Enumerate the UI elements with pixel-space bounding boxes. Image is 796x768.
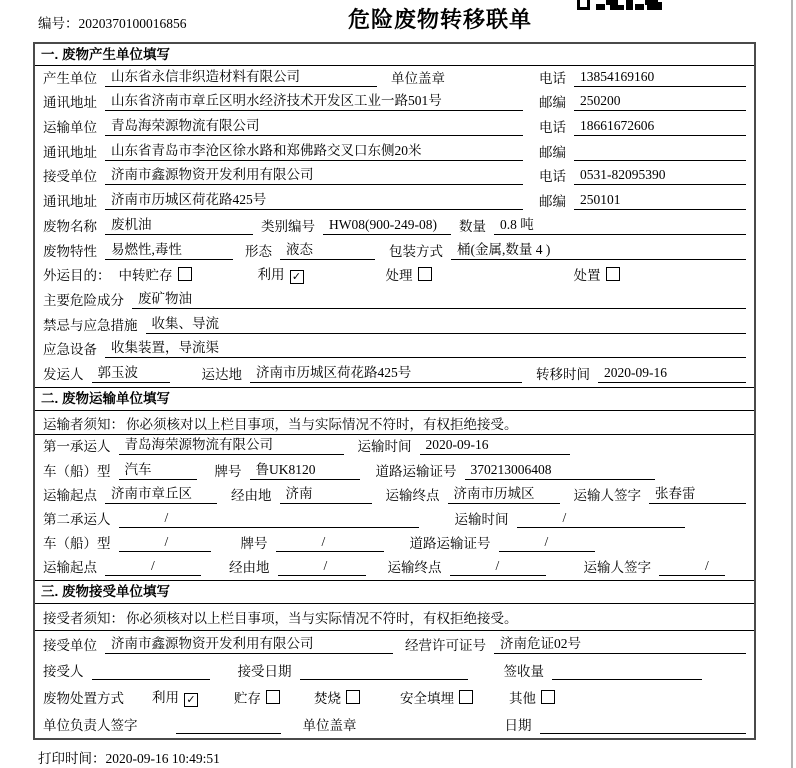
serial-label: 编号： bbox=[38, 16, 79, 31]
serial-value: 2020370100016856 bbox=[78, 16, 187, 31]
main-hazard-value: 废矿物油 bbox=[132, 287, 746, 309]
row-shipper bbox=[35, 362, 754, 387]
disposal-option-other: 其他 bbox=[509, 687, 555, 707]
transport-address-value: 山东省青岛市李沧区徐水路和郑佛路交叉口东侧20米 bbox=[105, 139, 523, 161]
row-route2 bbox=[35, 556, 754, 580]
receiver-notice bbox=[35, 604, 754, 631]
row-receive-unit bbox=[35, 631, 754, 658]
disposal-incinerate-checkbox bbox=[346, 690, 360, 704]
vehicle1-label: 车（船）型 bbox=[43, 463, 111, 479]
disposal-option-landfill: 安全填埋 bbox=[400, 687, 473, 707]
receiver-unit-value: 济南市鑫源物资开发利用有限公司 bbox=[105, 163, 523, 185]
date-value bbox=[540, 718, 747, 734]
receiver-address-value: 济南市历城区荷花路425号 bbox=[105, 188, 523, 210]
producer-address-value: 山东省济南市章丘区明水经济技术开发区工业一路501号 bbox=[105, 89, 523, 111]
emergency-equipment-value: 收集装置，导流渠 bbox=[105, 336, 746, 358]
taboo-measures-label: 禁忌与应急措施 bbox=[43, 317, 138, 333]
page-title: 危险废物转移联单 bbox=[347, 7, 532, 32]
receiver-unit-label: 接受单位 bbox=[43, 169, 97, 185]
transport-unit-value: 青岛海荣源物流有限公司 bbox=[105, 114, 523, 136]
form-value: 液态 bbox=[280, 238, 375, 260]
row-second-carrier bbox=[35, 508, 754, 532]
permit-label: 经营许可证号 bbox=[405, 637, 486, 653]
main-hazard-label: 主要危险成分 bbox=[43, 292, 124, 308]
transport-phone-label: 电话 bbox=[539, 120, 566, 136]
transfer-time-value: 2020-09-16 bbox=[598, 365, 746, 383]
receiver-zip-label: 邮编 bbox=[539, 194, 566, 210]
receiver-unit-seal-label: 单位盖章 bbox=[302, 717, 357, 733]
received-qty-value bbox=[552, 664, 702, 680]
received-qty-label: 签收量 bbox=[503, 664, 544, 680]
first-carrier-label: 第一承运人 bbox=[43, 439, 111, 455]
category-code-value: HW08(900-249-08) bbox=[323, 217, 451, 235]
terminus2-value: / bbox=[450, 558, 546, 576]
packing-label: 包装方式 bbox=[389, 243, 443, 259]
via1-label: 经由地 bbox=[231, 487, 272, 503]
origin1-label: 运输起点 bbox=[43, 487, 97, 503]
row-route1 bbox=[35, 484, 754, 508]
row-receiver-unit bbox=[35, 165, 754, 190]
plate2-value: / bbox=[276, 534, 384, 552]
second-carrier-label: 第二承运人 bbox=[43, 511, 111, 527]
plate2-label: 牌号 bbox=[240, 536, 268, 552]
purpose-option-utilize: 利用 ✓ bbox=[258, 263, 304, 284]
origin2-label: 运输起点 bbox=[43, 560, 97, 576]
producer-phone-value: 13854169160 bbox=[574, 69, 746, 87]
row-waste-traits bbox=[35, 239, 754, 264]
receive-unit-label: 接受单位 bbox=[43, 637, 97, 653]
plate1-value: 鲁UK8120 bbox=[250, 458, 360, 480]
section2-header: 二. 废物运输单位填写 bbox=[35, 387, 754, 411]
transport-unit-label: 运输单位 bbox=[43, 120, 97, 136]
transport-zip-value bbox=[574, 145, 746, 161]
row-producer-address bbox=[35, 91, 754, 116]
unit-seal-label: 单位盖章 bbox=[391, 70, 445, 86]
transport-address-label: 通讯地址 bbox=[43, 144, 97, 160]
producer-zip-value: 250200 bbox=[574, 93, 746, 111]
road-cert1-value: 370213006408 bbox=[465, 462, 655, 480]
quantity-label: 数量 bbox=[459, 218, 486, 234]
row-vehicle2 bbox=[35, 532, 754, 556]
purpose-label: 外运目的： bbox=[43, 268, 111, 284]
taboo-measures-value: 收集、导流 bbox=[146, 312, 747, 334]
row-vehicle1 bbox=[35, 459, 754, 483]
row-receive-person bbox=[35, 658, 754, 685]
transfer-time-label: 转移时间 bbox=[536, 366, 590, 382]
receiver-phone-label: 电话 bbox=[539, 169, 566, 185]
receive-date-label: 接受日期 bbox=[237, 664, 292, 680]
receiver-address-label: 通讯地址 bbox=[43, 194, 97, 210]
via2-label: 经由地 bbox=[229, 560, 270, 576]
vehicle2-value: / bbox=[119, 534, 211, 552]
disposal-option-incinerate: 焚烧 bbox=[314, 687, 360, 707]
receive-person-label: 接受人 bbox=[43, 664, 84, 680]
transfer-storage-checkbox bbox=[178, 267, 192, 281]
vehicle2-label: 车（船）型 bbox=[43, 536, 111, 552]
purpose-option-transfer-storage: 中转贮存 bbox=[119, 264, 192, 284]
shipper-value: 郭玉波 bbox=[92, 361, 170, 383]
origin1-value: 济南市章丘区 bbox=[105, 482, 217, 504]
via1-value: 济南 bbox=[280, 482, 372, 504]
waste-traits-value: 易燃性,毒性 bbox=[105, 238, 233, 260]
category-code-label: 类别编号 bbox=[261, 218, 315, 234]
receiver-notice-label: 接受者须知： bbox=[43, 611, 124, 627]
waste-name-label: 废物名称 bbox=[43, 218, 97, 234]
row-waste-name bbox=[35, 214, 754, 239]
row-responsible-signature bbox=[35, 711, 754, 738]
disposal-utilize-checkbox: ✓ bbox=[184, 693, 198, 707]
destination-value: 济南市历城区荷花路425号 bbox=[250, 361, 522, 383]
transport-notice-text: 你必须核对以上栏目事项，当与实际情况不符时，有权拒绝接受。 bbox=[126, 416, 518, 432]
receiver-notice-text: 你必须核对以上栏目事项，当与实际情况不符时，有权拒绝接受。 bbox=[126, 611, 518, 627]
manifest-form bbox=[33, 42, 756, 740]
row-first-carrier bbox=[35, 435, 754, 459]
permit-value: 济南危证02号 bbox=[494, 632, 746, 654]
row-purpose bbox=[35, 264, 754, 289]
print-time-line bbox=[38, 747, 220, 767]
page-edge-divider bbox=[791, 0, 793, 768]
signer1-value: 张春雷 bbox=[649, 482, 746, 504]
road-cert1-label: 道路运输证号 bbox=[375, 463, 457, 479]
destination-label: 运达地 bbox=[201, 366, 242, 382]
waste-name-value: 废机油 bbox=[105, 213, 253, 235]
purpose-option-treat: 处理 bbox=[386, 264, 432, 284]
receive-date-value bbox=[300, 664, 468, 680]
via2-value: / bbox=[278, 558, 366, 576]
disposal-landfill-checkbox bbox=[459, 690, 473, 704]
print-time-value: 2020-09-16 10:49:51 bbox=[105, 751, 220, 766]
row-receiver-address bbox=[35, 189, 754, 214]
receiver-phone-value: 0531-82095390 bbox=[574, 167, 746, 185]
signer1-label: 运输人签字 bbox=[573, 487, 641, 503]
receive-person-value bbox=[92, 664, 210, 680]
plate1-label: 牌号 bbox=[214, 463, 242, 479]
row-disposal-method bbox=[35, 684, 754, 711]
producer-zip-label: 邮编 bbox=[539, 95, 566, 111]
transport-zip-label: 邮编 bbox=[539, 144, 566, 160]
section1-header: 一. 废物产生单位填写 bbox=[35, 44, 754, 66]
section3-header: 三. 废物接受单位填写 bbox=[35, 580, 754, 604]
producer-unit-value: 山东省永信非织造材料有限公司 bbox=[105, 65, 377, 87]
shipper-label: 发运人 bbox=[43, 366, 84, 382]
transport-time2-label: 运输时间 bbox=[454, 511, 509, 527]
disposal-other-checkbox bbox=[541, 690, 555, 704]
section-transport bbox=[35, 387, 754, 580]
disposal-option-store: 贮存 bbox=[234, 687, 280, 707]
row-main-hazard bbox=[35, 288, 754, 313]
transport-time1-value: 2020-09-16 bbox=[420, 437, 570, 455]
responsible-sign-value bbox=[176, 718, 281, 734]
producer-address-label: 通讯地址 bbox=[43, 95, 97, 111]
packing-value: 桶(金属,数量 4 ) bbox=[451, 238, 746, 260]
row-emergency-equipment bbox=[35, 338, 754, 363]
responsible-sign-label: 单位负责人签字 bbox=[43, 717, 138, 733]
row-transport-address bbox=[35, 140, 754, 165]
treat-checkbox bbox=[418, 267, 432, 281]
row-producer-unit bbox=[35, 66, 754, 91]
transport-notice-label: 运输者须知： bbox=[43, 416, 124, 432]
form-label: 形态 bbox=[245, 243, 272, 259]
vehicle1-value: 汽车 bbox=[119, 458, 197, 480]
purpose-option-dispose: 处置 bbox=[574, 264, 620, 284]
transport-time2-value: / bbox=[517, 510, 685, 528]
origin2-value: / bbox=[105, 558, 201, 576]
print-time-label: 打印时间： bbox=[38, 751, 106, 766]
producer-phone-label: 电话 bbox=[539, 70, 566, 86]
transport-notice bbox=[35, 411, 754, 435]
disposal-method-label: 废物处置方式 bbox=[43, 691, 124, 706]
terminus2-label: 运输终点 bbox=[387, 560, 442, 576]
first-carrier-value: 青岛海荣源物流有限公司 bbox=[119, 433, 344, 455]
transport-phone-value: 18661672606 bbox=[574, 118, 746, 136]
terminus1-label: 运输终点 bbox=[385, 487, 440, 503]
road-cert2-label: 道路运输证号 bbox=[409, 536, 491, 552]
receive-unit-value: 济南市鑫源物资开发利用有限公司 bbox=[105, 632, 393, 654]
disposal-option-utilize: 利用 ✓ bbox=[152, 686, 198, 707]
road-cert2-value: / bbox=[499, 534, 595, 552]
quantity-value: 0.8 吨 bbox=[494, 213, 746, 235]
row-transport-unit bbox=[35, 115, 754, 140]
signer2-value: / bbox=[659, 558, 725, 576]
dispose-checkbox bbox=[606, 267, 620, 281]
section-receiver bbox=[35, 580, 754, 737]
transport-time1-label: 运输时间 bbox=[357, 439, 412, 455]
row-taboo-measures bbox=[35, 313, 754, 338]
emergency-equipment-label: 应急设备 bbox=[43, 342, 97, 358]
second-carrier-value: / bbox=[119, 510, 419, 528]
disposal-store-checkbox bbox=[266, 690, 280, 704]
producer-unit-label: 产生单位 bbox=[43, 70, 97, 86]
section-producer bbox=[35, 44, 754, 387]
terminus1-value: 济南市历城区 bbox=[448, 482, 560, 504]
signer2-label: 运输人签字 bbox=[583, 560, 651, 576]
date-label: 日期 bbox=[504, 717, 532, 733]
waste-traits-label: 废物特性 bbox=[43, 243, 97, 259]
receiver-zip-value: 250101 bbox=[574, 192, 746, 210]
utilize-checkbox: ✓ bbox=[290, 270, 304, 284]
